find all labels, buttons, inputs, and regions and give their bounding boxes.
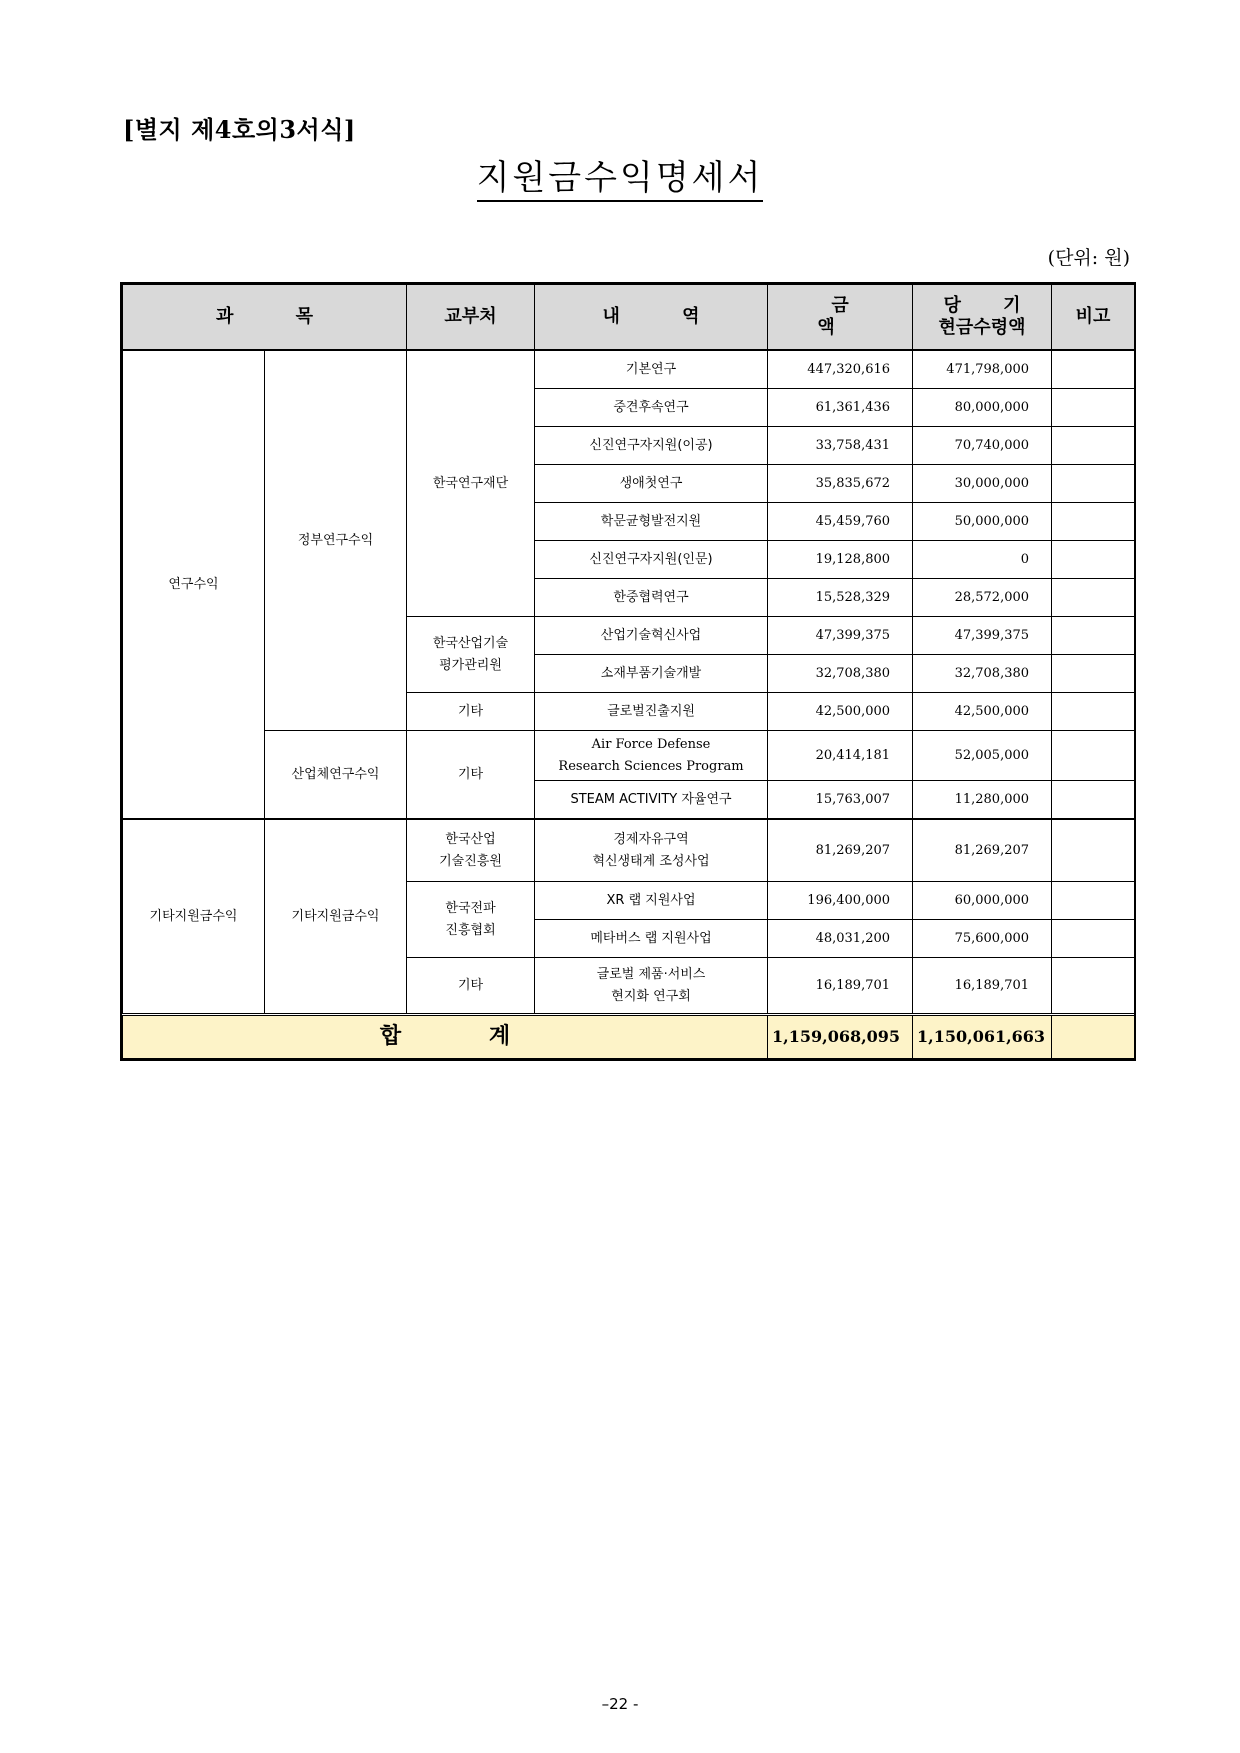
total-row bbox=[123, 1015, 1135, 1059]
table-row bbox=[123, 819, 1135, 882]
row-note bbox=[1052, 920, 1135, 958]
row-note bbox=[1052, 427, 1135, 465]
total-note bbox=[1052, 1015, 1135, 1059]
agency-krpia-line2: 진흥협회 bbox=[445, 922, 496, 938]
row-cash: 28,572,000 bbox=[913, 579, 1052, 617]
group-gov-research: 정부연구수익 bbox=[265, 350, 407, 731]
row-detail: 중견후속연구 bbox=[535, 389, 768, 427]
agency-keit-line1: 한국산업기술 bbox=[432, 635, 509, 651]
row-cash: 80,000,000 bbox=[913, 389, 1052, 427]
header-amount: 금 액 bbox=[768, 285, 913, 351]
row-cash: 16,189,701 bbox=[913, 958, 1052, 1015]
form-label: [별지 제4호의3서식] bbox=[123, 115, 356, 144]
row-cash: 42,500,000 bbox=[913, 693, 1052, 731]
row-amount: 20,414,181 bbox=[768, 731, 913, 781]
row-amount: 35,835,672 bbox=[768, 465, 913, 503]
header-subject: 과 목 bbox=[123, 285, 407, 351]
row-detail bbox=[535, 958, 768, 1015]
row-detail: 소재부품기술개발 bbox=[535, 655, 768, 693]
row-detail-line2: Research Sciences Program bbox=[558, 758, 744, 774]
row-amount: 16,189,701 bbox=[768, 958, 913, 1015]
header-row bbox=[123, 285, 1135, 351]
header-agency: 교부처 bbox=[407, 285, 535, 351]
row-amount: 42,500,000 bbox=[768, 693, 913, 731]
header-note: 비고 bbox=[1052, 285, 1135, 351]
row-detail-line2: 혁신생태계 조성사업 bbox=[592, 853, 710, 869]
row-cash: 471,798,000 bbox=[913, 350, 1052, 389]
row-cash: 81,269,207 bbox=[913, 819, 1052, 882]
agency-kiat bbox=[407, 819, 535, 882]
unit-label: (단위: 원) bbox=[1047, 247, 1130, 269]
agency-etc1: 기타 bbox=[407, 693, 535, 731]
row-note bbox=[1052, 958, 1135, 1015]
row-note bbox=[1052, 503, 1135, 541]
row-detail: 기본연구 bbox=[535, 350, 768, 389]
agency-keit-line2: 평가관리원 bbox=[439, 657, 502, 673]
row-amount: 81,269,207 bbox=[768, 819, 913, 882]
row-detail: STEAM ACTIVITY 자율연구 bbox=[535, 781, 768, 820]
row-detail-line1: 글로벌 제품·서비스 bbox=[596, 966, 706, 982]
row-note bbox=[1052, 819, 1135, 882]
row-cash: 0 bbox=[913, 541, 1052, 579]
row-detail: 한중협력연구 bbox=[535, 579, 768, 617]
agency-krpia-line1: 한국전파 bbox=[445, 900, 496, 916]
row-amount: 33,758,431 bbox=[768, 427, 913, 465]
row-cash: 52,005,000 bbox=[913, 731, 1052, 781]
row-detail-line2: 현지화 연구회 bbox=[611, 988, 691, 1004]
row-amount: 196,400,000 bbox=[768, 882, 913, 920]
row-amount: 15,528,329 bbox=[768, 579, 913, 617]
header-detail: 내 역 bbox=[535, 285, 768, 351]
row-note bbox=[1052, 731, 1135, 781]
agency-krpia bbox=[407, 882, 535, 958]
row-cash: 32,708,380 bbox=[913, 655, 1052, 693]
row-detail: 산업기술혁신사업 bbox=[535, 617, 768, 655]
document-title bbox=[0, 150, 1240, 199]
row-amount: 47,399,375 bbox=[768, 617, 913, 655]
row-detail-line1: 경제자유구역 bbox=[613, 831, 689, 847]
agency-nrf: 한국연구재단 bbox=[407, 350, 535, 617]
row-amount: 48,031,200 bbox=[768, 920, 913, 958]
row-amount: 32,708,380 bbox=[768, 655, 913, 693]
agency-keit bbox=[407, 617, 535, 693]
row-note bbox=[1052, 693, 1135, 731]
row-note bbox=[1052, 882, 1135, 920]
row-note bbox=[1052, 579, 1135, 617]
row-detail: 신진연구자지원(인문) bbox=[535, 541, 768, 579]
row-cash: 47,399,375 bbox=[913, 617, 1052, 655]
row-detail: 신진연구자지원(이공) bbox=[535, 427, 768, 465]
row-cash: 70,740,000 bbox=[913, 427, 1052, 465]
group-research: 연구수익 bbox=[123, 350, 265, 819]
revenue-table-frame bbox=[120, 282, 1136, 1061]
header-cash bbox=[913, 285, 1052, 351]
row-amount: 19,128,800 bbox=[768, 541, 913, 579]
row-cash: 50,000,000 bbox=[913, 503, 1052, 541]
total-cash: 1,150,061,663 bbox=[913, 1015, 1052, 1059]
table-row bbox=[123, 350, 1135, 389]
group-other-support-sub: 기타지원금수익 bbox=[265, 819, 407, 1015]
row-note bbox=[1052, 781, 1135, 820]
row-detail: 메타버스 랩 지원사업 bbox=[535, 920, 768, 958]
row-note bbox=[1052, 465, 1135, 503]
group-other-support: 기타지원금수익 bbox=[123, 819, 265, 1015]
row-detail bbox=[535, 731, 768, 781]
row-detail-line1: Air Force Defense bbox=[591, 736, 711, 752]
row-detail bbox=[535, 819, 768, 882]
row-amount: 15,763,007 bbox=[768, 781, 913, 820]
agency-etc2: 기타 bbox=[407, 731, 535, 820]
agency-etc3: 기타 bbox=[407, 958, 535, 1015]
row-cash: 60,000,000 bbox=[913, 882, 1052, 920]
row-amount: 447,320,616 bbox=[768, 350, 913, 389]
row-detail: 글로벌진출지원 bbox=[535, 693, 768, 731]
total-amount: 1,159,068,095 bbox=[768, 1015, 913, 1059]
document-title-text: 지원금수익명세서 bbox=[477, 158, 764, 202]
row-note bbox=[1052, 617, 1135, 655]
total-label: 합 계 bbox=[123, 1015, 768, 1059]
page-number: –22 - bbox=[601, 1695, 639, 1713]
row-cash: 75,600,000 bbox=[913, 920, 1052, 958]
header-cash-line1: 당 기 bbox=[943, 295, 1039, 316]
row-detail: XR 랩 지원사업 bbox=[535, 882, 768, 920]
row-note bbox=[1052, 389, 1135, 427]
row-cash: 11,280,000 bbox=[913, 781, 1052, 820]
row-detail: 생애첫연구 bbox=[535, 465, 768, 503]
row-note bbox=[1052, 350, 1135, 389]
revenue-table bbox=[122, 284, 1135, 1059]
group-industry-research: 산업체연구수익 bbox=[265, 731, 407, 820]
agency-kiat-line2: 기술진흥원 bbox=[439, 853, 502, 869]
row-note bbox=[1052, 655, 1135, 693]
row-note bbox=[1052, 541, 1135, 579]
agency-kiat-line1: 한국산업 bbox=[445, 831, 496, 847]
row-cash: 30,000,000 bbox=[913, 465, 1052, 503]
row-detail: 학문균형발전지원 bbox=[535, 503, 768, 541]
header-cash-line2: 현금수령액 bbox=[938, 317, 1026, 338]
row-amount: 45,459,760 bbox=[768, 503, 913, 541]
table-row bbox=[123, 731, 1135, 781]
row-amount: 61,361,436 bbox=[768, 389, 913, 427]
